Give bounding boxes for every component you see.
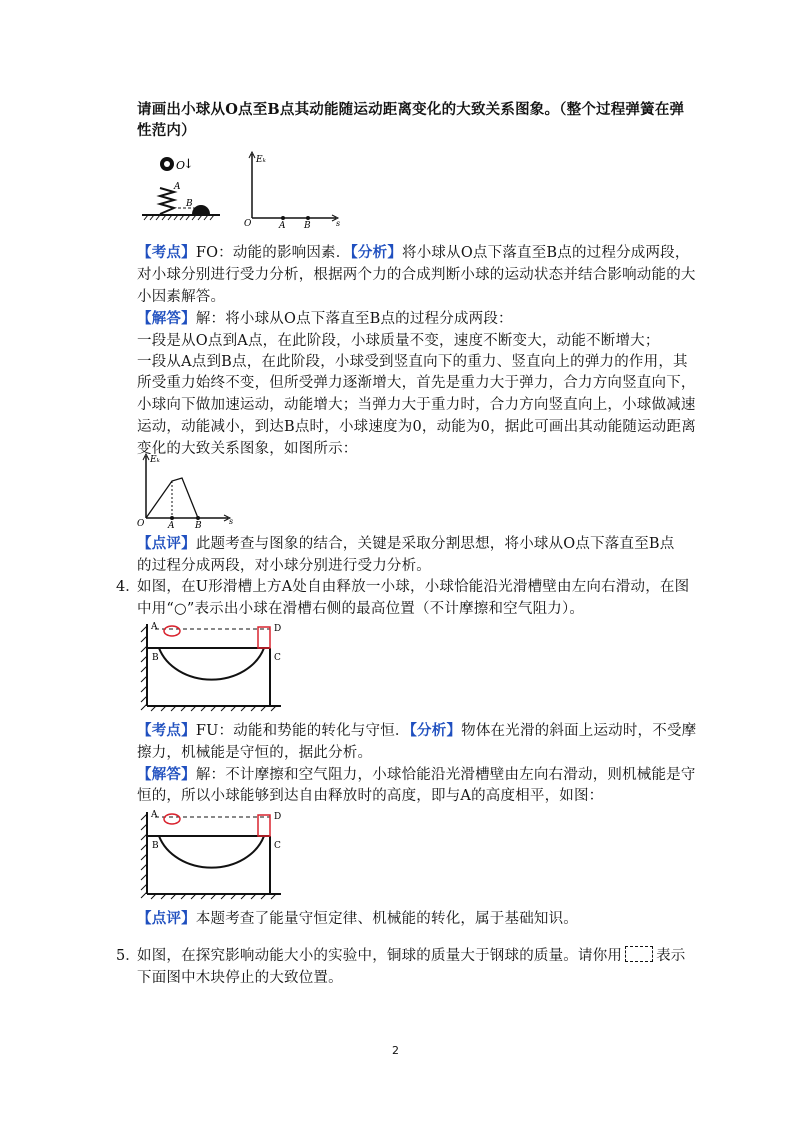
q3-jieda-line-2: 一段是从O点到A点，在此阶段，小球质量不变，速度不断变大，动能不断增大； [137,333,660,349]
kaodian-text: FO：动能的影响因素． [195,245,351,261]
x-b-label: B [304,221,311,228]
q5-line-2: 下面图中木块停止的大致位置。 [137,970,343,986]
spring-a-label: A [174,182,181,192]
dianping-text: 此题考查与图象的结合，关键是采取分割思想，将小球从O点下落直至B点 [195,536,675,552]
dashed-box-icon [625,946,653,962]
intro-line-1: 请画出小球从O点至B点其动能随运动距离变化的大致关系图象。（整个过程弹簧在弹 [137,101,685,118]
graph-y-label: Eₖ [150,455,160,465]
q4-kaodian-line [137,721,696,741]
q4-fenxi-tag: 【分析】 [409,722,462,739]
label-b: B [152,653,159,663]
fenxi-tag: 【分析】 [350,244,403,261]
q3-fenxi-line-3: 小因素解答。 [137,289,226,305]
figure-spring-ball [140,148,350,228]
jieda-tag: 【解答】 [137,310,196,327]
q4-fenxi-text: 物体在光滑的斜面上运动时，不受摩 [461,723,697,739]
answer-label-d: D [274,812,282,822]
q3-dianping-line-1 [137,534,674,554]
graph-origin: O [137,519,145,529]
q5-line-1b: 表示 [656,948,686,964]
q4-number: 4． [116,579,140,595]
kaodian-tag: 【考点】 [137,244,196,261]
down-arrow: ↓ [183,157,194,172]
intro-line-2: 性范内） [137,122,196,139]
q4-jieda-text: 解：不计摩擦和空气阻力，小球恰能沿光滑槽壁由左向右滑动，则机械能是守 [195,767,696,783]
ball-label: O [176,159,186,172]
q4-line-2: 中用“○”表示出小球在滑槽右侧的最高位置（不计摩擦和空气阻力）。 [137,601,585,617]
figure-u-trough-answer [139,806,289,901]
q5-number: 5． [116,948,140,964]
q4-jieda-tag: 【解答】 [137,766,196,783]
q4-dianping-line [137,909,578,929]
label-c: C [274,653,281,663]
q4-fenxi-line-2: 擦力，机械能是守恒的，据此分析。 [137,745,373,761]
q4-line-1: 如图，在U形滑槽上方A处自由释放一小球，小球恰能沿光滑槽壁由左向右滑动，在图 [137,579,690,595]
q4-jieda-line-2: 恒的，所以小球能够到达自由释放时的高度，即与A的高度相平，如图： [137,788,604,804]
graph-x-a: A [168,521,175,530]
q3-jieda-line-1 [137,309,513,329]
q3-fenxi-line-2: 对小球分别进行受力分析，根据两个力的合成判断小球的运动状态并结合影响动能的大 [137,267,696,283]
q4-dianping-text: 本题考查了能量守恒定律、机械能的转化，属于基础知识。 [195,911,579,927]
page-number: 2 [392,1044,399,1057]
q3-jieda-line-5: 小球向下做加速运动，动能增大；当弹力大于重力时，合力方向竖直向上，小球做减速 [137,397,696,413]
graph-x-label: s [229,517,234,526]
q3-kaodian-line [137,243,690,263]
q5-line-1 [137,946,686,966]
graph-x-b: B [195,521,202,530]
dianping-tag: 【点评】 [137,535,196,552]
answer-label-b: B [152,841,159,851]
y-axis-label: Eₖ [256,155,266,165]
q3-jieda-line-6: 运动，动能减小，到达B点时，小球速度为0，动能为0，据此可画出其动能随运动距离 [137,419,696,435]
q5-line-1a: 如图，在探究影响动能大小的实验中，铜球的质量大于钢球的质量。请你用 [137,948,623,964]
jieda-text: 解：将小球从O点下落直至B点的过程分成两段： [195,311,513,327]
q4-kaodian-tag: 【考点】 [137,722,196,739]
fenxi-text: 将小球从O点下落直至B点的过程分成两段， [402,245,690,261]
q4-jieda-line-1 [137,765,696,785]
answer-label-c: C [274,841,281,851]
q3-jieda-line-4: 所受重力始终不变，但所受弹力逐渐增大，首先是重力大于弹力，合力方向竖直向下， [137,375,696,391]
answer-label-a: A [151,810,158,820]
spring-b-label: B [186,199,193,209]
q3-dianping-line-2: 的过程分成两段，对小球分别进行受力分析。 [137,558,431,574]
x-axis-label: s [336,219,341,228]
q3-jieda-line-3: 一段从A点到B点，在此阶段，小球受到竖直向下的重力、竖直向上的弹力的作用，其 [137,354,688,370]
figure-ek-graph [132,450,247,530]
label-a: A [151,622,158,632]
figure-u-trough-question [139,618,289,713]
q4-kaodian-text: FU：动能和势能的转化与守恒． [195,723,410,739]
q4-dianping-tag: 【点评】 [137,910,196,927]
q3-jieda-line-7: 变化的大致关系图象，如图所示： [137,441,358,457]
origin-label: O [244,219,252,228]
label-d: D [274,624,282,634]
x-a-label: A [279,221,286,228]
